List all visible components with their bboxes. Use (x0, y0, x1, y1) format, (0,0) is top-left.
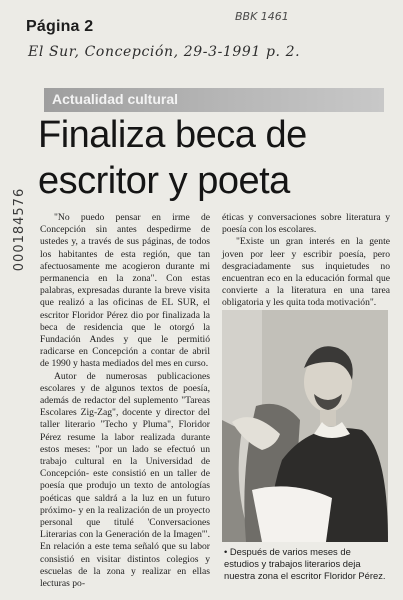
author-photo (222, 310, 388, 542)
page-label: Página 2 (26, 18, 94, 35)
article-column-1 (40, 212, 210, 590)
photo-caption: • Después de varios meses de estudios y trabajos literarios deja nuestra zona el escritor Floridor Pérez. (224, 546, 386, 581)
paragraph: "Existe un gran interés en la gente joven por leer y escribir poesía, pero desgraciadamente sus inquietudes no encuentran eco en la educación formal que convierte a la literatura en una tarea obligatoria y les quita toda motivación". (222, 236, 390, 309)
headline: Finaliza beca de escritor y poeta (38, 114, 307, 202)
section-title: Actualidad cultural (52, 91, 179, 107)
handwritten-side-code: 000184576 (12, 187, 28, 272)
paragraph: "No puedo pensar en irme de Concepción sin antes despedirme de ustedes y, a través de sus páginas, de todos los habitantes de esta región, que tan afectuosamente me acogieron durante mi permanencia en la zona". Con estas palabras, expresadas durante la breve visita que realizó a las oficinas de EL SUR, el escritor Floridor Pérez dio por finalizada la beca de residencia que le otorgó la Fundación Andes y que le permitió radicarse en Concepción a contar de abril de 1990 y hasta mediados del mes en curso. (40, 212, 210, 370)
handwritten-source-line: El Sur, Concepción, 29-3-1991 p. 2. (28, 44, 301, 60)
article-column-2 (222, 212, 390, 310)
section-banner (44, 88, 384, 112)
paragraph: Autor de numerosas publicaciones escolares y de algunos textos de poesía, además de redactor del suplemento "Tareas Escolares Zig-Zag", docente y director del taller literario "Techo y Pluma", Floridor Pérez resume la labor realizada durante estos meses: "por un lado se efectuó un trabajo cultural en la Universidad de Concepción- este consistió en un taller de poesía que produjo un texto de antologías poéticas que saldrá a la luz en un futuro próximo- y en la realización de un proyecto personal que titulé 'Conversaciones Literarias con la Generación de la Imagen'". En relación a este tema señaló que su labor consistió en visitar distintos colegios y escuelas de la zona y realizar en ellas lecturas po- (40, 370, 210, 590)
paragraph: éticas y conversaciones sobre literatura y poesía con los escolares. (222, 212, 390, 236)
handwritten-archive-code: BBK 1461 (235, 10, 289, 23)
portrait-illustration (222, 310, 388, 542)
